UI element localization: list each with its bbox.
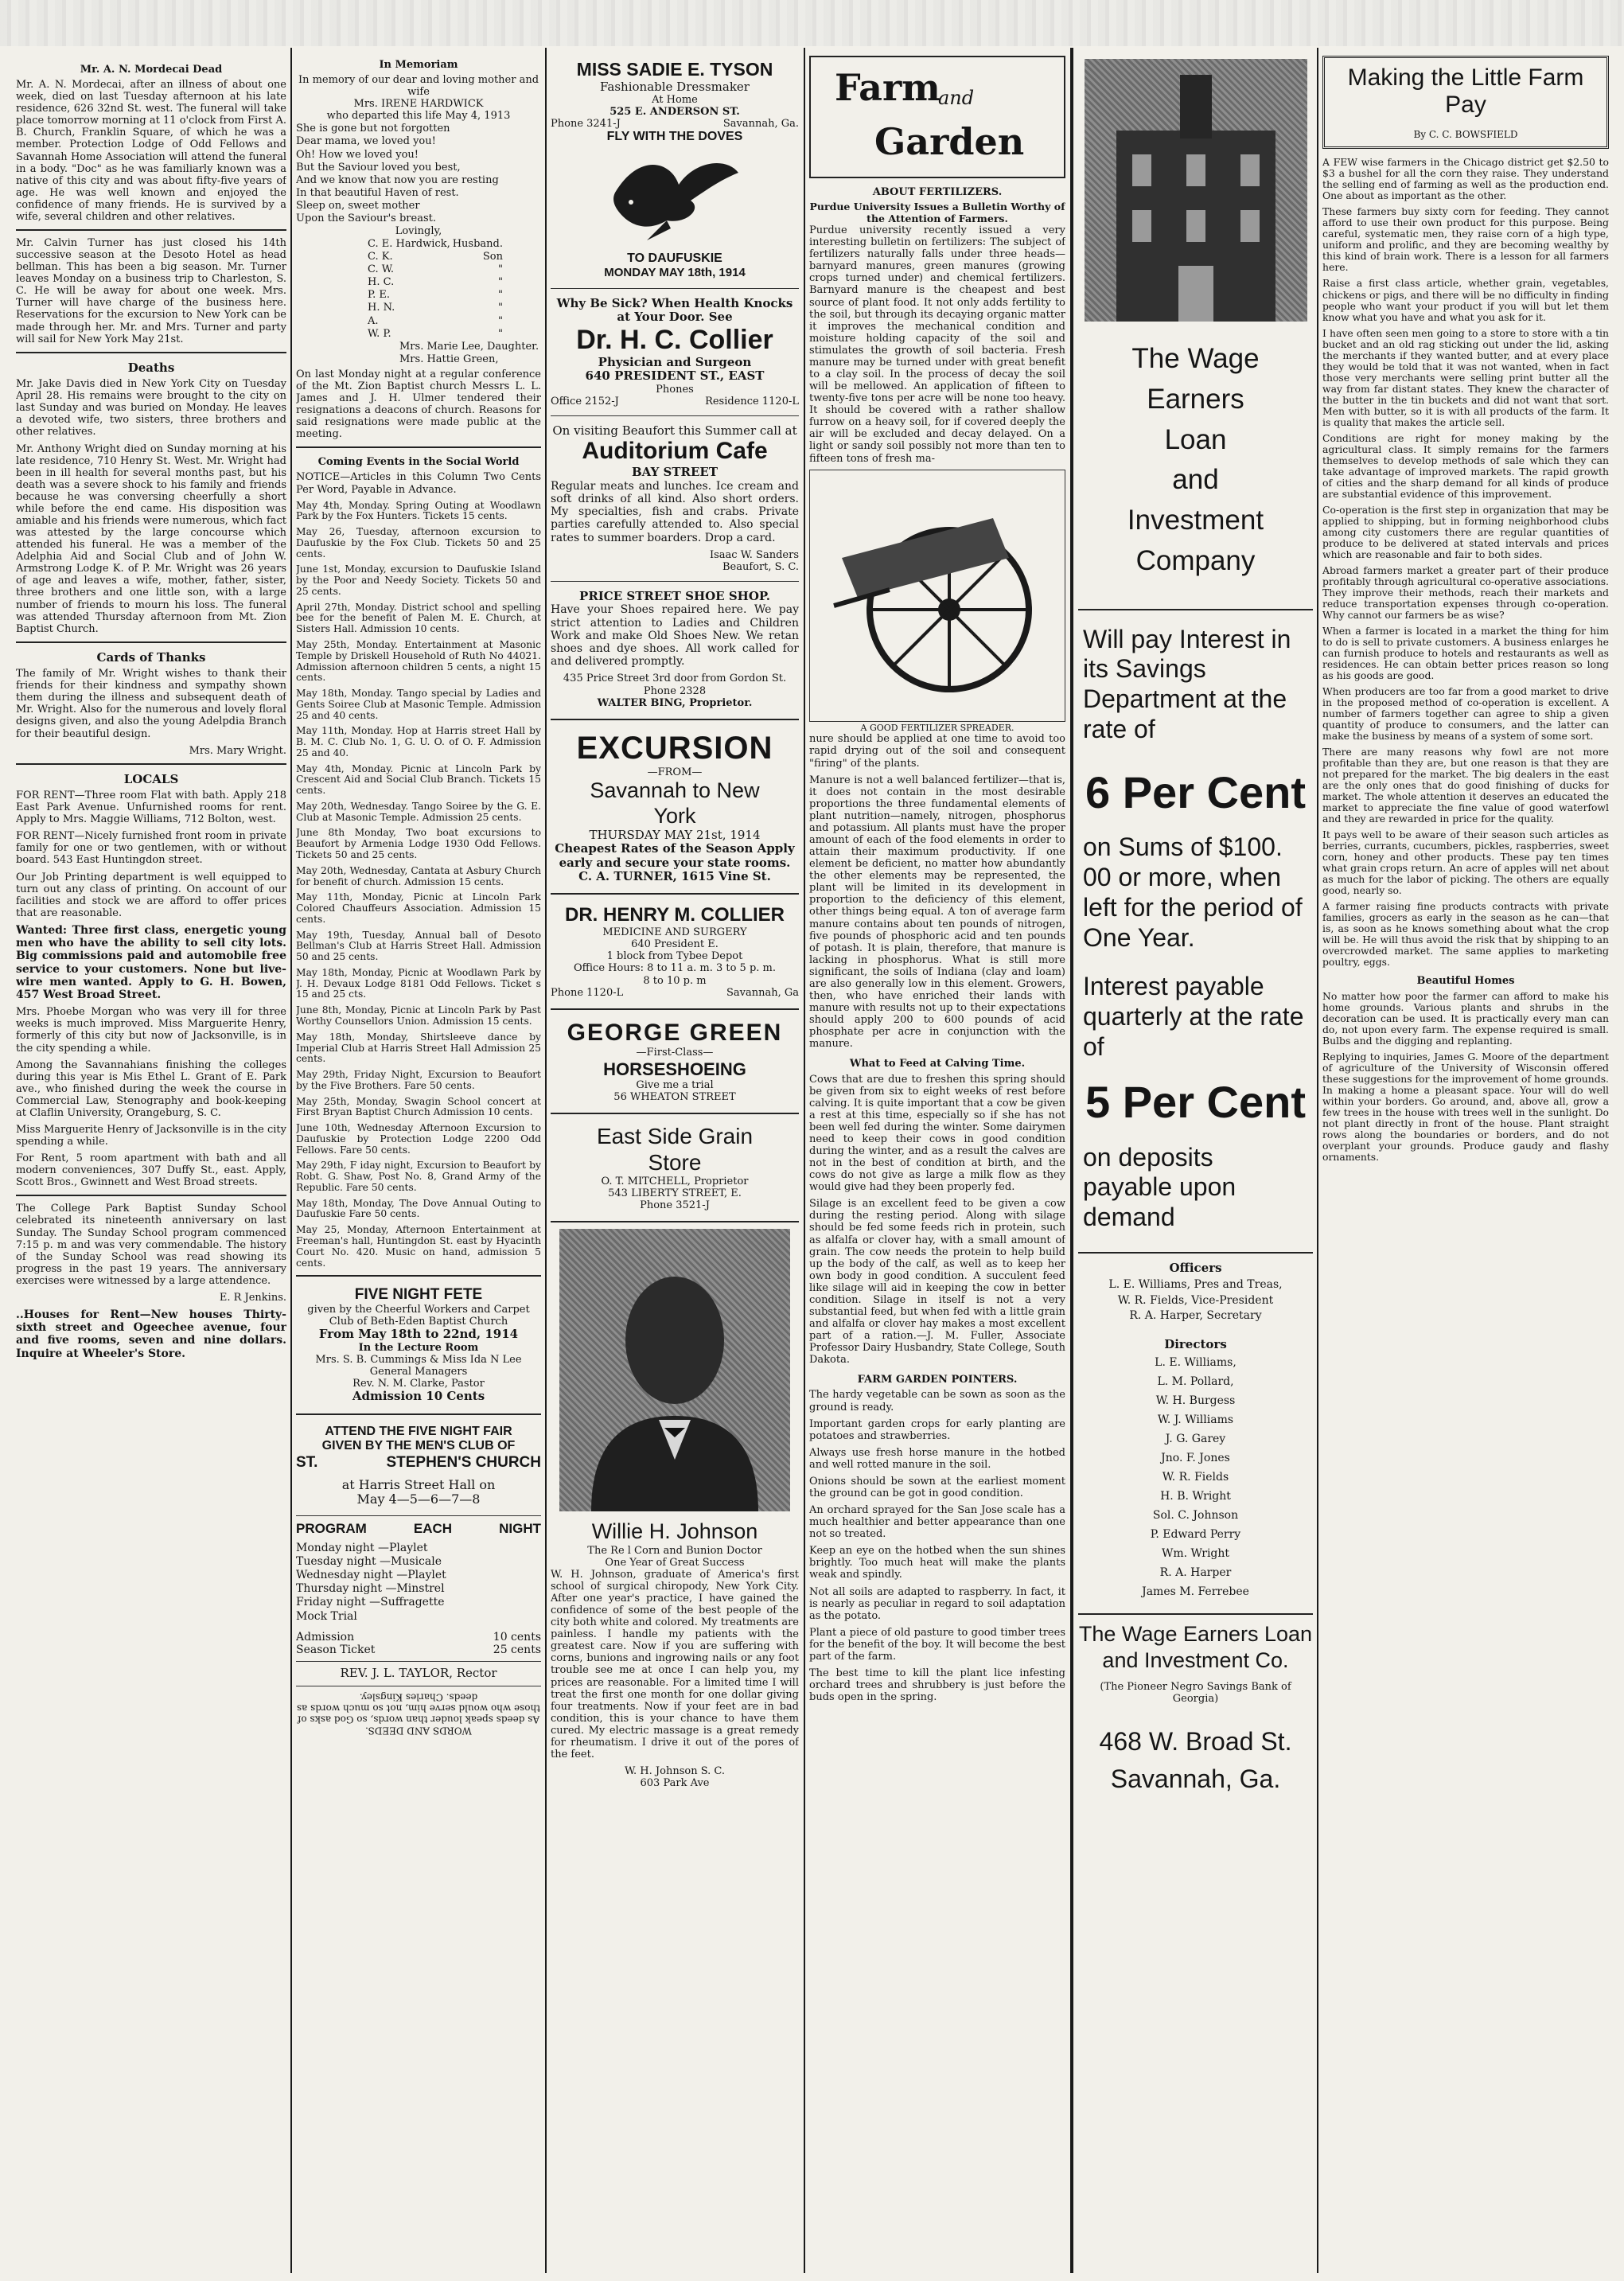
column-rule: [1317, 48, 1318, 2273]
excursion-rates: Cheapest Rates of the Season Apply early and secure your state rooms.: [555, 841, 795, 870]
houses-ad: ..Houses for Rent—New houses Thirty-sixth street and Ogeechee avenue, four and five rooms, seven and nine dollars. Inquire at Wheeler's Store.: [16, 1308, 286, 1360]
fete-place: In the Lecture Room: [358, 1341, 479, 1354]
johnson-address: 603 Park Ave: [640, 1777, 710, 1790]
fete-ad: [296, 1283, 541, 1406]
memoriam-name: Mrs. IRENE HARDWICK: [353, 98, 484, 111]
event-item: May 20th, Wednesday, Cantata at Asbury Church for benefit of church. Admission 15 cents.: [296, 864, 541, 887]
bank-name-line: The Wage: [1131, 343, 1260, 374]
admission-row: Admission 10 cents: [296, 1630, 541, 1643]
rate-six: 6 Per Cent: [1085, 766, 1306, 817]
article-paragraph: There are many reasons why fowl are not more profitable than they are, but one reason is that they are not prepared for the market. The big dealers in the east are the only ones that do good finishing of ducks for market. The whole attention it deserves an educated the market to appreciate the fine value of good waterfowl and they are rewarded in price for the quality.: [1322, 746, 1609, 825]
auditorium-ad: [551, 421, 799, 576]
poem-line: Oh! How we loved you!: [296, 148, 419, 161]
local-item: Our Job Printing department is well equipped to turn out any class of printing. On account of our facilities and stock we are afford to offer prices that are reasonable.: [16, 871, 286, 919]
family-row: A. ": [368, 314, 503, 327]
divider: [551, 893, 799, 895]
bank-city: Savannah, Ga.: [1110, 1764, 1281, 1794]
calving-text: Cows that are due to freshen this spring should be given from six to eight weeks of rest before calving. It is quite important that a cow be given a rest at this time, especially so if she has not been well fed during the winter. Some dairymen need to keep their cows in good condition during the winter, and as a result the calves are not in the best of condition at birth, and the cows do not give as large a milk flow as they would give had they been properly fed.: [809, 1073, 1065, 1194]
director-item: P. Edward Perry: [1150, 1528, 1241, 1542]
director-item: J. G. Garey: [1165, 1433, 1226, 1446]
article-paragraph: It pays well to be aware of their season such articles as berries, currants, cucumbers, pickles, raspberries, sweet corn, honey and other products. These pay ten times what grain crops return. An acre of apples will net about as much for the labor of picking. The others are equally good, nearly so.: [1322, 829, 1609, 897]
column-little-farm: [1322, 56, 1609, 2267]
quarterly-terms: Interest payable quarterly at the rate of: [1083, 972, 1304, 1061]
george-green-trial: Give me a trial: [636, 1079, 714, 1092]
daufuskie-date: MONDAY MAY 18th, 1914: [604, 266, 746, 280]
portrait-illustration: [559, 1229, 790, 1511]
grain-store-ad: [551, 1121, 799, 1215]
fete-organizer: given by the Cheerful Workers and Carpet Club of Beth-Eden Baptist Church: [307, 1304, 530, 1328]
little-farm-byline: By C. C. BOWSFIELD: [1413, 128, 1518, 140]
family-row: C. K. Son: [368, 251, 503, 263]
fair-line: ATTEND THE FIVE NIGHT FAIR: [325, 1424, 512, 1438]
fete-dates: From May 18th to 22nd, 1914: [318, 1327, 519, 1342]
divider: [16, 763, 286, 765]
fair-ad: [296, 1421, 541, 1511]
event-item: June 10th, Wednesday Afternoon Excursion to Daufuskie by Protection Lodge 2200 Odd Fellows. Fare 50 cents.: [296, 1122, 541, 1156]
daufuskie-line: TO DAUFUSKIE: [627, 251, 722, 265]
johnson-signature: W. H. Johnson S. C.: [624, 1765, 726, 1778]
news-item: Mr. Calvin Turner has just closed his 14th successive season at the Desoto Hotel as head bellman. This has been a big season. Mr. Turner leaves Monday on a business trip to Charleston, S. C. He will be away for about one week. Mrs. Turner will have charge of the business here. Reservations for the excursion to New York can be made through her. Mr. and Mrs. Turner and party will sail for New York May 21st.: [16, 237, 286, 345]
johnson-text: W. H. Johnson, graduate of America's first school of surgical chiropody, New York City. After one year's practice, I have gained the confidence of some of the best people of the city both white and colored. My treatments are painless. I handle my patients with the greatest care. Now if you are suffering with corns, bunions and ingrowing nails or any foot trouble see me at once I can help you, my prices are reasonable. For a limited time I will treat the first one month for one dollar giving four treatments. Now if your feet are in bad condition, this is your chance to have them cured. My electric massage is a great remedy for rheumatism. I drive it out of the pores of the feet.: [551, 1568, 799, 1761]
article-paragraph: Conditions are right for money making by the agricultural class. It simply remains for the farmers themselves to develop methods of sale which they can take advantage of improved markets. The rapid growth of cities and the sharp demand for all kinds of produce are substantial evidence of this improvement.: [1322, 431, 1609, 500]
fertilizers-headline: ABOUT FERTILIZERS.: [872, 186, 1003, 198]
spreader-illustration: [809, 470, 1065, 722]
family-row: H. N. ": [368, 302, 503, 314]
bank-tagline: (The Pioneer Negro Savings Bank of Georgia): [1100, 1681, 1291, 1706]
program-item: Wednesday night —Playlet: [296, 1568, 446, 1581]
event-item: May 4th, Monday. Spring Outing at Woodlawn Park by the Fox Hunters. Tickets 15 cents.: [296, 499, 541, 522]
tyson-ad: [551, 56, 799, 283]
director-item: L. E. Williams,: [1155, 1356, 1236, 1370]
local-item: For Rent, 5 room apartment with bath and all modern conveniences, 307 Duffy St., east. Apply, Scott Bros., Gwinnett and West Broad streets.: [16, 1152, 286, 1189]
program-item: Friday night —Suffragette: [296, 1596, 445, 1609]
interest-offer: Will pay Interest in its Savings Department at the rate of: [1083, 624, 1291, 743]
fete-managers: Mrs. S. B. Cummings & Miss Ida N Lee General Managers: [315, 1353, 522, 1378]
excursion-contact: C. A. TURNER, 1615 Vine St.: [578, 868, 771, 883]
excursion-title: EXCURSION: [576, 730, 773, 766]
divider: [551, 581, 799, 582]
bank-name-bottom: The Wage Earners Loan and Investment Co.: [1078, 1622, 1313, 1672]
article-paragraph: Raise a first class article, whether grain, vegetables, chickens or pigs, and there will be no difficulty in finding people who want your product if you will but let them know what you have and what you ask for it.: [1322, 277, 1609, 323]
article-subhead: Beautiful Homes: [1416, 975, 1515, 988]
upside-down-filler: [296, 1691, 541, 1736]
event-item: April 27th, Monday. District school and spelling bee for the benefit of Palen M. E. Church, at Sisters Hall. Admission 10 cents.: [296, 601, 541, 635]
masthead-and: and: [938, 87, 975, 109]
director-item: Wm. Wright: [1161, 1547, 1230, 1561]
divider: [551, 1113, 799, 1114]
little-farm-headline-box: [1322, 56, 1609, 149]
event-item: May 18th, Monday, The Dove Annual Outing to Daufuskie Fare 50 cents.: [296, 1197, 541, 1220]
grain-store-proprietor: O. T. MITCHELL, Proprietor: [601, 1176, 749, 1188]
local-item: Among the Savannahians finishing the colleges during this year is Mis Ethel L. Grant of E. Park ave., who finished during the week the course in Commercial Law, Stenography and book-keeping at Claflin University, Orangeburg, S. C.: [16, 1059, 286, 1119]
obituary-text: Mr. A. N. Mordecai, after an illness of about one week, died on last Tuesday afternoon at his late residence, 626 32nd St. west. The funeral will take place tomorrow morning at 11 o'clock from First A. B. Church, Franklin Square, of which he was a member. Protection Lodge of Odd Fellows and Savannah Home Association will attend the funeral in a body. "Doc" as he was familiarly known was a native of this city and was about fifty-five years of age. He was well known and enjoyed the confidence of many friends. He is survived by a wife, several children and other relatives.: [16, 79, 286, 223]
silage-text: Silage is an excellent feed to be given a cow during the resting period. Along with silage should be fed some feeds rich in protein, such as alfalfa or clover hay, with a small amount of grain. The cow needs the protein to help build up the body of the calf, as well as to keep her own body in good condition. A succulent feed like silage will aid in keeping the cow in better condition. Silage in itself is not a very substantial feed, but when fed with a little grain and alfalfa or clover hay makes a most excellent part of a ration.—J. M. Fuller, Associate Professor Dairy Husbandry, State College, South Dakota.: [809, 1198, 1065, 1367]
hc-collier-phones-label: Phones: [656, 383, 694, 396]
bank-address: 468 W. Broad St.: [1099, 1727, 1292, 1757]
bank-building-photo: [1085, 59, 1307, 322]
divider: [551, 1008, 799, 1010]
divider: [1078, 609, 1313, 610]
local-item: Mrs. Phoebe Morgan who was very ill for three weeks is much improved. Miss Marguerite Henry, formerly of this city but now of Jacksonville, is in the city spending a while.: [16, 1006, 286, 1055]
poem-line: Dear mama, we loved you!: [296, 135, 436, 148]
event-item: May 18th, Monday. Tango special by Ladies and Gents Soiree Club at Masonic Temple. Admission 25 and 40 cents.: [296, 688, 541, 721]
hc-collier-title: Physician and Surgeon: [598, 355, 752, 370]
column-farm-garden: [809, 56, 1065, 2267]
auditorium-city: Beaufort, S. C.: [722, 560, 799, 573]
divider: [551, 288, 799, 289]
masthead-farm: Farm: [835, 66, 941, 109]
program-item: Thursday night —Minstrel: [296, 1582, 445, 1596]
event-item: May 29th, F iday night, Excursion to Beaufort by Robt. G. Shaw, Post No. 8, Grand Army of the Republic. Fare 50 cents.: [296, 1160, 541, 1193]
pointers-headline: FARM GARDEN POINTERS.: [857, 1374, 1018, 1386]
hm-collier-ad: [551, 901, 799, 1001]
event-item: May 20th, Wednesday. Tango Soiree by the G. E. Club at Masonic Temple. Admission 25 cents.: [296, 800, 541, 823]
event-item: May 4th, Monday. Picnic at Lincoln Park by Crescent Aid and Social Club Branch. Tickets 15 cents.: [296, 762, 541, 797]
event-item: May 19th, Tuesday, Annual ball of Desoto Bellman's Club at Harris Street Hall. Admission 50 and 25 cents.: [296, 929, 541, 963]
event-item: June 1st, Monday, excursion to Daufuskie Island by the Poor and Needy Society. Tickets 50 and 25 cents.: [296, 563, 541, 597]
thanks-headline: Cards of Thanks: [96, 649, 206, 665]
grain-store-phone: Phone 3521-J: [640, 1199, 710, 1212]
news-signature: E. R Jenkins.: [219, 1291, 286, 1304]
locals-headline: LOCALS: [123, 771, 179, 786]
local-item: FOR RENT—Nicely furnished front room in private family for one or two gentlemen, with or without board. 543 East Huntingdon street.: [16, 830, 286, 867]
fete-admission: Admission 10 Cents: [352, 1389, 485, 1404]
program-item: Tuesday night —Musicale: [296, 1554, 442, 1568]
event-item: May 25th, Monday, Swagin School concert at First Bryan Baptist Church Admission 10 cents.: [296, 1095, 541, 1118]
article-paragraph: Co-operation is the first step in organization that may be applied to shipping, but in forming neighborhood clubs among city customers there are regular quantities of produce to be delivered at stated intervals and prices which are reasonable and fair to both sides.: [1322, 503, 1609, 560]
tyson-contact: Phone 3241-J Savannah, Ga.: [551, 118, 799, 131]
program-heading: PROGRAM EACH NIGHT: [296, 1520, 541, 1536]
calving-headline: What to Feed at Calving Time.: [849, 1058, 1026, 1070]
news-item: Mr. Jake Davis died in New York City on Tuesday April 28. His remains were brought to the city on last Sunday and was buried on Monday. He leaves a devoted wife, two sisters, three brothers and other relatives.: [16, 378, 286, 439]
excursion-date: THURSDAY MAY 21st, 1914: [589, 827, 761, 842]
bank-name-line: Loan: [1164, 423, 1227, 455]
shoe-shop-address: 435 Price Street 3rd door from Gordon St.: [563, 673, 787, 685]
wanted-ad: Wanted: Three first class, energetic young men who have the ability to sell city lots. Big commissions paid and automobile free service to your customers. None but live-wire men wanted. Apply to G. H. Bowen, 457 West Broad Street.: [16, 923, 286, 1002]
director-item: James M. Ferrebee: [1142, 1585, 1249, 1599]
family-row: P. E. ": [368, 289, 503, 302]
filler-title: WORDS AND DEEDS.: [365, 1725, 472, 1737]
local-item: FOR RENT—Three room Flat with bath. Apply 218 East Park Avenue. Unfurnished rooms for rent. Apply to Mrs. Maggie Williams, 712 Bolton, west.: [16, 790, 286, 826]
column-bank-ad: [1078, 56, 1313, 2267]
auditorium-street: BAY STREET: [632, 465, 718, 480]
hm-collier-name: DR. HENRY M. COLLIER: [564, 904, 785, 926]
hc-collier-name: Dr. H. C. Collier: [576, 324, 773, 355]
johnson-name: Willie H. Johnson: [591, 1519, 758, 1544]
thanks-text: The family of Mr. Wright wishes to thank their friends for their kindness and sympathy shown them during the illness and subsequent death of Mr. Wright. Also for the numerous and lovely floral designs given, and also the young Adelpdia Branch for their beautiful design.: [16, 668, 286, 740]
divider: [296, 1515, 541, 1516]
little-farm-title: Making the Little Farm Pay: [1347, 64, 1584, 118]
johnson-portrait-photo: [559, 1229, 790, 1511]
pointer-item: Always use fresh horse manure in the hotbed and well rotted manure in the soil.: [809, 1446, 1065, 1471]
george-green-ad: [551, 1016, 799, 1107]
column-news: [16, 56, 286, 2267]
obituary-headline: Mr. A. N. Mordecai Dead: [80, 64, 223, 76]
shoe-shop-ad: [551, 587, 799, 712]
poem-line: She is gone but not forgotten: [296, 123, 450, 135]
directors-list: [1078, 1355, 1313, 1601]
memoriam-poem: [296, 123, 541, 224]
memoriam-headline: In Memoriam: [379, 59, 458, 71]
article-paragraph: A farmer raising fine products contracts with private families, grocers as early in the season as he can—that is, as soon as he knows something about what the crop will be. He will thus avoid the risk that by shipping to an overcrowded market. The same applies to marketing poultry, eggs.: [1322, 900, 1609, 969]
fair-dates: May 4—5—6—7—8: [356, 1491, 481, 1507]
season-row: Season Ticket 25 cents: [296, 1643, 541, 1657]
divider: [551, 1221, 799, 1222]
officer-item: W. R. Fields, Vice-President: [1117, 1293, 1274, 1307]
program-list: [296, 1542, 541, 1623]
divider: [296, 446, 541, 448]
hc-collier-ad: [551, 294, 799, 411]
column-ads: [551, 56, 799, 2267]
hc-collier-phones: Office 2152-J Residence 1120-L: [551, 395, 799, 407]
memoriam-family: [296, 238, 503, 340]
fete-pastor: Rev. N. M. Clarke, Pastor: [352, 1378, 485, 1390]
article-paragraph: Abroad farmers market a greater part of their produce profitably through agricultural co-operative associations. They improve their methods, reach their markets and reduce transportation expenses through co-operation. Why cannot our farmers be as wise?: [1322, 563, 1609, 621]
column-rule: [290, 48, 292, 2273]
fair-place: at Harris Street Hall on: [341, 1476, 496, 1492]
fair-church: ST. STEPHEN'S CHURCH: [296, 1453, 541, 1471]
director-item: L. M. Pollard,: [1157, 1375, 1234, 1389]
tyson-name: MISS SADIE E. TYSON: [576, 59, 773, 80]
column-social: [296, 56, 541, 2267]
johnson-subtitle: The Re l Corn and Bunion Doctor: [587, 1544, 762, 1557]
pointer-item: The hardy vegetable can be sown as soon as the ground is ready.: [809, 1389, 1065, 1413]
family-row: W. P. ": [368, 327, 503, 340]
poem-line: But the Saviour loved you best,: [296, 161, 461, 174]
article-paragraph: When a farmer is located in a market the thing for him to do is sell to private customers. A business enlarges he can furnish produce to hotels and restaurants as well as residences. He can obtain better prices reason so long as his goods are good.: [1322, 624, 1609, 681]
tyson-trade: Fashionable Dressmaker: [600, 79, 750, 94]
health-slogan: Why Be Sick? When Health Knocks at Your Door. See: [556, 295, 793, 325]
rate-five: 5 Per Cent: [1085, 1076, 1306, 1127]
program-item: Mock Trial: [296, 1609, 357, 1623]
doves-headline: FLY WITH THE DOVES: [606, 130, 743, 144]
event-item: May 25, Monday, Afternoon Entertainment at Freeman's hall, Huntingdon St. east by Hyacinth Court No. 420. Music on hand, admission 5 cents.: [296, 1224, 541, 1269]
fair-line: GIVEN BY THE MEN'S CLUB OF: [321, 1439, 516, 1453]
fertilizers-text: nure should be applied at one time to avoid too rapid drying out of the soil and consequent "firing" of the plants.: [809, 733, 1065, 770]
column-rule: [1070, 48, 1073, 2273]
tyson-address: 525 E. ANDERSON ST.: [609, 106, 740, 119]
deaths-headline: Deaths: [127, 360, 175, 375]
family-row: C. E. Hardwick, Husband.: [368, 238, 503, 251]
event-item: May 29th, Friday Night, Excursion to Beaufort by the Five Brothers. Fare 50 cents.: [296, 1069, 541, 1091]
memoriam-lovingly: Lovingly,: [395, 225, 442, 238]
director-item: H. B. Wright: [1160, 1490, 1231, 1503]
event-item: May 11th, Monday, Picnic at Lincoln Park Colored Chauffeurs Association. Admission 15 cents.: [296, 891, 541, 925]
poem-line: In that beautiful Haven of rest.: [296, 186, 459, 199]
pointers-list: [809, 1389, 1065, 1703]
grain-store-name: Store: [648, 1149, 702, 1175]
director-item: W. J. Williams: [1157, 1413, 1234, 1427]
family-row: H. C. ": [368, 276, 503, 289]
officers-list: [1078, 1278, 1313, 1322]
event-item: May 18th, Monday, Shirtsleeve dance by Imperial Club at Harris Street Hall Admission 25 cents.: [296, 1031, 541, 1065]
column-rule: [545, 48, 547, 2273]
officer-item: L. E. Williams, Pres and Treas,: [1108, 1278, 1283, 1292]
article-paragraph: A FEW wise farmers in the Chicago district get $2.50 to $3 a bushel for all the corn they raise. They understand the selling end of farming as well as the production end. One about as important as the other.: [1322, 156, 1609, 202]
divider: [16, 352, 286, 353]
divider: [551, 719, 799, 720]
memoriam-date: who departed this life May 4, 1913: [326, 110, 511, 123]
event-item: May 25th, Monday. Entertainment at Masonic Temple by Driskell Household of Ruth No 44021. Admission afternoon children 5 cents, a night 15 cents.: [296, 639, 541, 684]
shoe-shop-text: Have your Shoes repaired here. We pay strict attention to Ladies and Children Work and make Old Shoes New. We retan shoes and dye shoes. All work called for and delivered promptly.: [551, 603, 799, 669]
auditorium-text: Regular meats and lunches. Ice cream and soft drinks of all kind. Also short orders. My specialties, fish and crabs. Private parties carefully attended to. Also special rates to summer boarders. Drop a card.: [551, 479, 799, 544]
director-item: W. R. Fields: [1162, 1471, 1229, 1484]
memoriam-intro: In memory of our dear and loving mother and wife: [298, 74, 539, 99]
fete-title: FIVE NIGHT FETE: [354, 1286, 483, 1304]
george-green-trade: HORSESHOEING: [603, 1059, 746, 1079]
building-illustration: [1085, 59, 1307, 322]
article-paragraph: Replying to inquiries, James G. Moore of the department of agriculture of the University of Wisconsin offered these suggestions for the improvement of home grounds. In making a home a pleasant space. Your will do well within your borders. Go around, and, above all, grow a few trees in the house with trees well in the sunlight. Do not plant directly in front of the house. Plant straight rows along the boundaries or borders, and do not overplant your grounds. Produce gaudy and flashy ornaments.: [1322, 1051, 1609, 1164]
divider: [16, 229, 286, 231]
bank-name-line: and: [1172, 464, 1219, 496]
hm-collier-contact: Phone 1120-L Savannah, Ga: [551, 986, 799, 999]
divider: [16, 1195, 286, 1196]
director-item: Jno. F. Jones: [1161, 1452, 1230, 1465]
director-item: W. H. Burgess: [1155, 1394, 1236, 1408]
hm-collier-title: MEDICINE AND SURGERY: [602, 926, 747, 939]
excursion-destination: Savannah to New: [590, 778, 760, 803]
pointer-item: Keep an eye on the hotbed when the sun shines brightly. Too much heat will make the plants weak and spindly.: [809, 1545, 1065, 1581]
divider: [296, 1413, 541, 1415]
farm-garden-masthead: [809, 56, 1065, 178]
pointer-item: Not all soils are adapted to raspberry. In fact, it is nearly as peculiar in regard to soil adaptation as the potato.: [809, 1585, 1065, 1622]
pointer-item: An orchard sprayed for the San Jose scale has a much healthier and better appearance than one not so treated.: [809, 1504, 1065, 1541]
poem-line: Upon the Saviour's breast.: [296, 212, 436, 224]
filler-text: As deeds speak louder than words, so God asks of those who would serve him, not so much words as deeds. Charles Kingsley.: [296, 1691, 541, 1725]
tyson-home: At Home: [652, 94, 698, 107]
article-paragraph: No matter how poor the farmer can afford to make his home grounds. Various plants and shrubs in the decoration can be used. It is practically every man can do, not upon every farm. The expense required is small. Bulbs and the digging and replanting.: [1322, 990, 1609, 1047]
torn-top-edge: [0, 0, 1624, 46]
events-list: [296, 501, 541, 1269]
article-paragraph: I have often seen men going to a store to store with a tin bucket and an old rag sticking out under the lid, asking the merchants if they wanted butter, and at every place they would be told that it was not wanted, when in fact those very merchants were selling print butter all the way from far distant states. They knew the character of the butter in the tin buckets and did not want that sort. Men with butter, so it is with all products of the farm. It is quality that makes the article sell.: [1322, 326, 1609, 428]
fertilizers-text: Manure is not a well balanced fertilizer—that is, it does not contain in the most desirable proportions the three fundamental elements of plant nutrition—namely, nitrogen, phosphorus and potassium. All plants must have the proper amount of each of the food elements in order to attain their maximum productivity. If one element be deficient, no matter how abundantly the other elements may be represented, the plant will be limited in its development in proportion to the deficiency of this element, other things being equal. A ton of average farm manure contains about ten pounds of nitrogen, five pounds of phosphoric acid and ten pounds of potash. It is plain, therefore, that manure is lacking in phosphorus. What is still more significant, the soils of Indiana (clay and loam) are also generally low in this element. Growers, then, who have enriched their lands with manure with results not up to their expectations should apply 200 to 600 pounds of acid phosphate per acre in conjunction with the manure.: [809, 774, 1065, 1051]
george-green-name: GEORGE GREEN: [567, 1019, 783, 1046]
johnson-subtitle: One Year of Great Success: [605, 1556, 745, 1569]
dove-illustration: [599, 145, 750, 248]
johnson-ad: [551, 1516, 799, 1792]
pointer-item: The best time to kill the plant lice infesting orchard trees and shrubbery is just before the buds open in the spring.: [809, 1667, 1065, 1704]
divider: [16, 641, 286, 643]
memoriam-daughters: Mrs. Marie Lee, Daughter. Mrs. Hattie Green,: [399, 340, 539, 365]
auditorium-name: Auditorium Cafe: [582, 438, 768, 465]
pointer-item: Plant a piece of old pasture to good timber trees for the benefit of the boy. It will become the best part of the farm.: [809, 1626, 1065, 1663]
event-item: June 8th Monday, Two boat excursions to Beaufort by Armenia Lodge 1930 Odd Fellows. Tickets 50 and 25 cents.: [296, 827, 541, 861]
pointer-item: Important garden crops for early planting are potatoes and strawberries.: [809, 1417, 1065, 1442]
divider: [296, 1661, 541, 1662]
shoe-shop-phone: Phone 2328: [643, 684, 707, 697]
shoe-shop-title: PRICE STREET SHOE SHOP.: [579, 588, 770, 603]
spreader-drawing: [810, 470, 1065, 719]
deposit-terms: on deposits payable upon demand: [1083, 1142, 1236, 1232]
george-green-address: 56 WHEATON STREET: [613, 1091, 736, 1104]
director-item: R. A. Harper: [1159, 1566, 1232, 1580]
article-paragraph: When producers are too far from a good market to drive in the proposed method of co-operation is excellent. A number of farmers together can agree to ship a given quantity of produce to consumers, and the latter can make the business by means of a system of some sort.: [1322, 685, 1609, 743]
spreader-caption: A GOOD FERTILIZER SPREADER.: [860, 722, 1015, 733]
zion-notice: On last Monday night at a regular conference of the Mt. Zion Baptist church Messrs L. L. James and J. H. Ulmer tendered their resignations a deacons of church. Reasons for said resignations were made public at the meeting.: [296, 368, 541, 441]
auditorium-owner: Isaac W. Sanders: [709, 548, 799, 561]
column-rule: [804, 48, 805, 2273]
divider: [296, 1275, 541, 1277]
divider: [1078, 1252, 1313, 1254]
grain-store-address: 543 LIBERTY STREET, E.: [608, 1187, 742, 1200]
officers-headline: Officers: [1169, 1260, 1222, 1275]
excursion-ad: [551, 727, 799, 887]
poem-line: And we know that now you are resting: [296, 174, 499, 186]
bank-name-line: Earners: [1147, 383, 1244, 415]
bank-name-line: Investment: [1127, 505, 1264, 536]
events-headline: Coming Events in the Social World: [317, 456, 520, 469]
fertilizers-text: Purdue university recently issued a very interesting bulletin on fertilizers: The subject of fertilizers naturally falls under three heads—barnyard manures, green manures (growing crops turned under) and chemical fertilizers. Barnyard manure is the cheapest and best source of plant food. It not only adds fertility to the soil, but through its decaying organic matter it improves the mechanical condition and moisture holding capacity of the soil and stimulates the growth of soil bacteria. Fresh manure may be turned under with great benefit to a clay soil. In the process of decay the soil will be mellowed. An application of fifteen to twenty-five tons per acre will be none too heavy. It should be covered with a rather shallow furrow on a heavy soil, for if covered deeply the air will be excluded and decay delayed. On a light or sandy soil possibly not more than ten to fifteen tons of fresh ma-: [809, 224, 1065, 465]
shoe-shop-proprietor: WALTER BING, Proprietor.: [597, 696, 753, 709]
hm-collier-address: 640 President E.: [631, 938, 719, 951]
event-item: May 11th, Monday. Hop at Harris street Hall by B. M. C. Club No. 1, G. U. O. of O. F. Admission 25 and 40.: [296, 725, 541, 758]
rector-line: REV. J. L. TAYLOR, Rector: [340, 1666, 497, 1681]
family-row: C. W. ": [368, 263, 503, 276]
masthead-garden: Garden: [874, 120, 1025, 163]
events-notice: NOTICE—Articles in this Column Two Cents Per Word, Payable in Advance.: [296, 471, 541, 496]
grain-store-name: East Side Grain: [596, 1124, 754, 1149]
event-item: June 8th, Monday, Picnic at Lincoln Park by Past Worthy Counsellors Union. Admission 15 cents.: [296, 1004, 541, 1027]
program-item: Monday night —Playlet: [296, 1541, 428, 1554]
fertilizers-subhead: Purdue University Issues a Bulletin Worthy of the Attention of Farmers.: [809, 201, 1065, 224]
directors-headline: Directors: [1164, 1337, 1227, 1351]
director-item: Sol. C. Johnson: [1152, 1509, 1239, 1523]
event-item: May 18th, Monday, Picnic at Woodlawn Park by J. H. Devaux Lodge 8181 Odd Fellows. Ticket s 15 and 25 cts.: [296, 966, 541, 1000]
bank-name-block: [1078, 339, 1313, 582]
beaufort-line: On visiting Beaufort this Summer call at: [552, 423, 797, 439]
bank-name-line: Company: [1135, 544, 1256, 576]
hm-collier-location: 1 block from Tybee Depot: [606, 950, 743, 963]
hm-collier-hours: 8 to 10 p. m: [643, 974, 707, 987]
officer-item: R. A. Harper, Secretary: [1129, 1308, 1262, 1322]
poem-line: Sleep on, sweet mother: [296, 199, 420, 212]
hc-collier-address: 640 PRESIDENT ST., EAST: [585, 368, 765, 384]
event-item: May 26, Tuesday, afternoon excursion to Daufuskie by the Fox Club. Tickets 50 and 25 cents.: [296, 526, 541, 560]
news-item: The College Park Baptist Sunday School celebrated its nineteenth anniversary on last Sunday. The Sunday School program commenced 7:15 p. m and was very commendable. The history of the Sunday School was read showing its progress in the past 19 years. The anniversary exercises were witnessed by a large attendence.: [16, 1203, 286, 1287]
george-green-class: —First-Class—: [636, 1047, 714, 1059]
pointer-item: Onions should be sown at the earliest moment the ground can be got in good condition.: [809, 1475, 1065, 1499]
divider: [551, 415, 799, 416]
article-paragraph: These farmers buy sixty corn for feeding. They cannot afford to use their own product for this purpose. Being careful, systematic men, they raise corn of a high type, uniform and prolific, and they are becoming wealthy by this kind of brain work. There is a lesson for all farmers here.: [1322, 205, 1609, 274]
news-item: Mr. Anthony Wright died on Sunday morning at his late residence, 710 Henry St. West. Mr. Wright had been in ill health for several months past, but his death was a severe shock to his family and friends because he was conversing cheerfully a short while before the end came. His disposition was amiable and his friends were numerous, which fact was attested by the large concourse which attended his funeral. He was a member of the Adelphia Aid and Social Club and of John W. Armstrong Lodge K. of P. Mr. Wright was 26 years of age and leaves a wife, mother, father, sister, three brothers and one little son, with a large number of friends to mourn his loss. The funeral was attended Thursday afternoon from Mt. Zion Baptist Church.: [16, 443, 286, 635]
excursion-destination: York: [653, 803, 696, 828]
sums-terms: on Sums of $100. 00 or more, when left for the period of One Year.: [1083, 832, 1303, 952]
hm-collier-hours: Office Hours: 8 to 11 a. m. 3 to 5 p. m.: [574, 962, 776, 975]
thanks-signature: Mrs. Mary Wright.: [189, 744, 286, 757]
local-item: Miss Marguerite Henry of Jacksonville is in the city spending a while.: [16, 1123, 286, 1148]
excursion-from: —FROM—: [647, 766, 703, 779]
divider: [1078, 1613, 1313, 1615]
